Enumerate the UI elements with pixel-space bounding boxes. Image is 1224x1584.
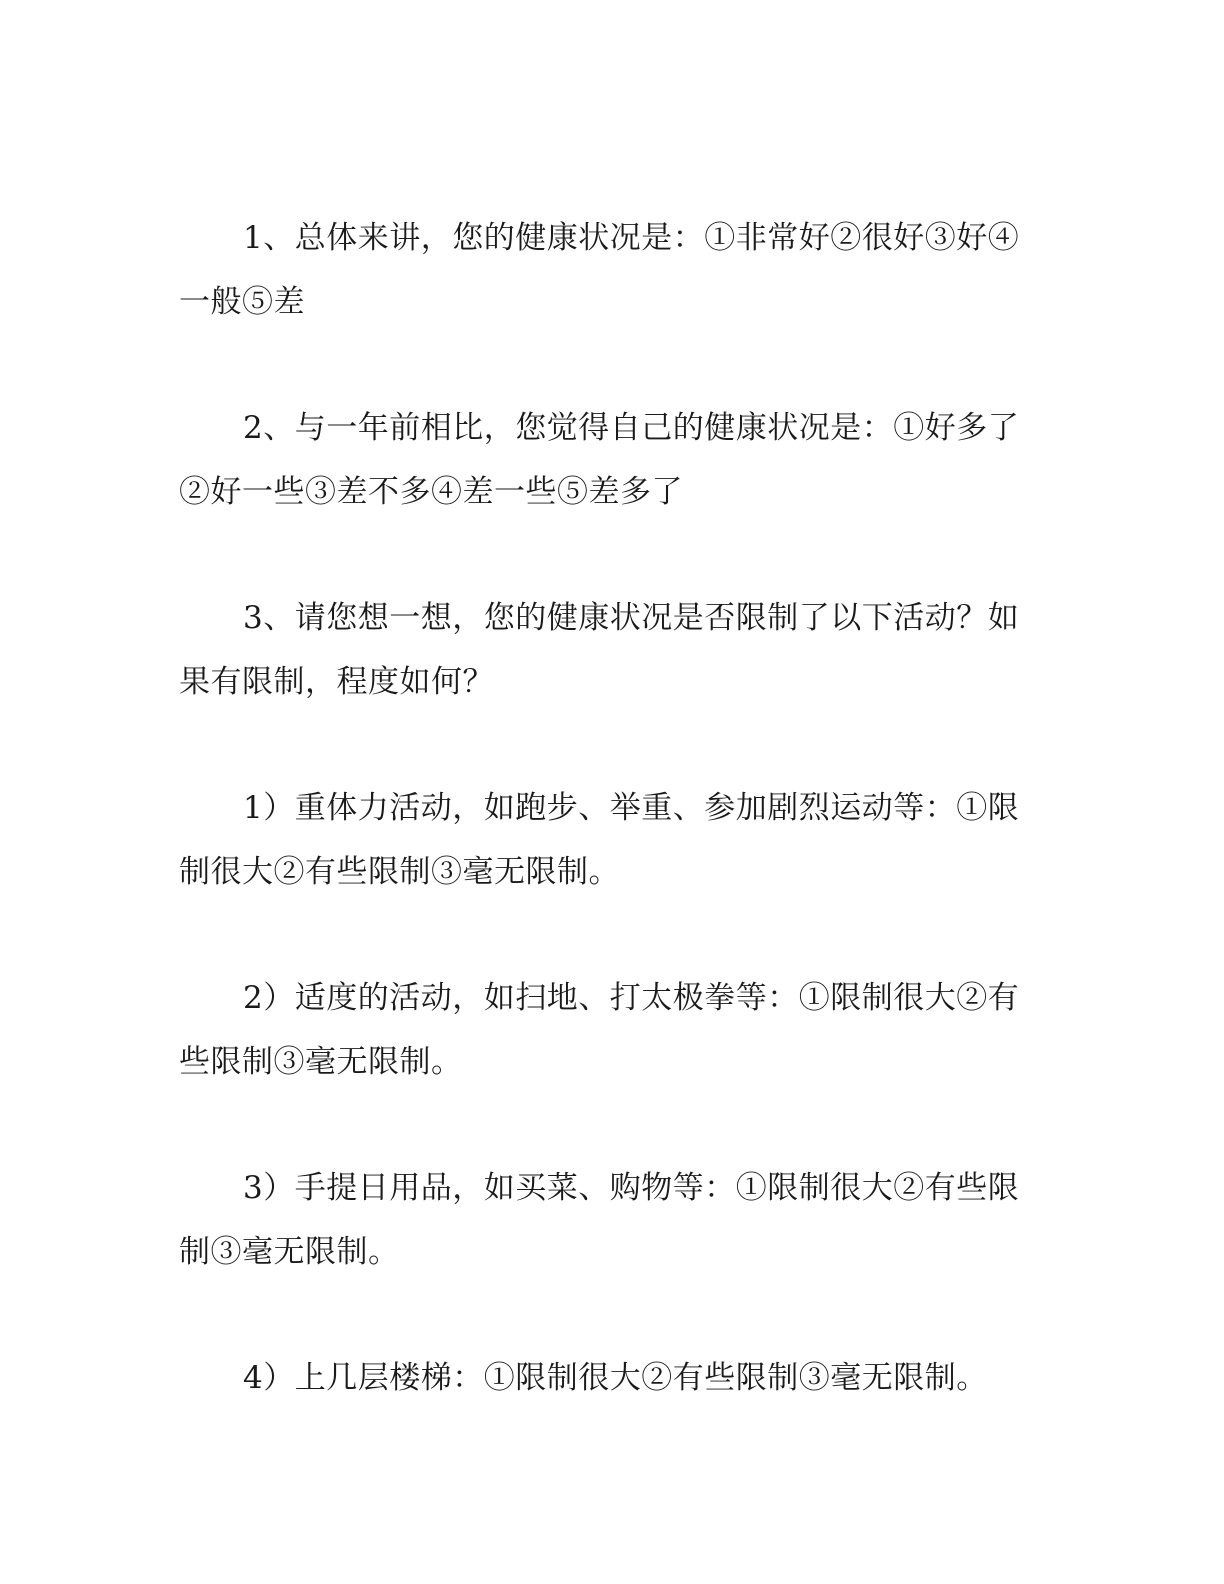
question-1-overall-health: 1、总体来讲，您的健康状况是：①非常好②很好③好④一般⑤差 — [179, 220, 1020, 320]
question-3-item-1-heavy-activity: 1）重体力活动，如跑步、举重、参加剧烈运动等：①限制很大②有些限制③毫无限制。 — [179, 790, 1020, 890]
question-3-activity-limits: 3、请您想一想，您的健康状况是否限制了以下活动？如果有限制，程度如何？ — [179, 600, 1020, 700]
question-3-item-2-moderate-activity: 2）适度的活动，如扫地、打太极拳等：①限制很大②有些限制③毫无限制。 — [179, 980, 1020, 1080]
question-3-item-3-carry-groceries: 3）手提日用品，如买菜、购物等：①限制很大②有些限制③毫无限制。 — [179, 1170, 1020, 1270]
question-2-health-vs-last-year: 2、与一年前相比，您觉得自己的健康状况是：①好多了②好一些③差不多④差一些⑤差多了 — [179, 410, 1020, 510]
question-3-item-4-climb-stairs: 4）上几层楼梯：①限制很大②有些限制③毫无限制。 — [243, 1360, 988, 1396]
